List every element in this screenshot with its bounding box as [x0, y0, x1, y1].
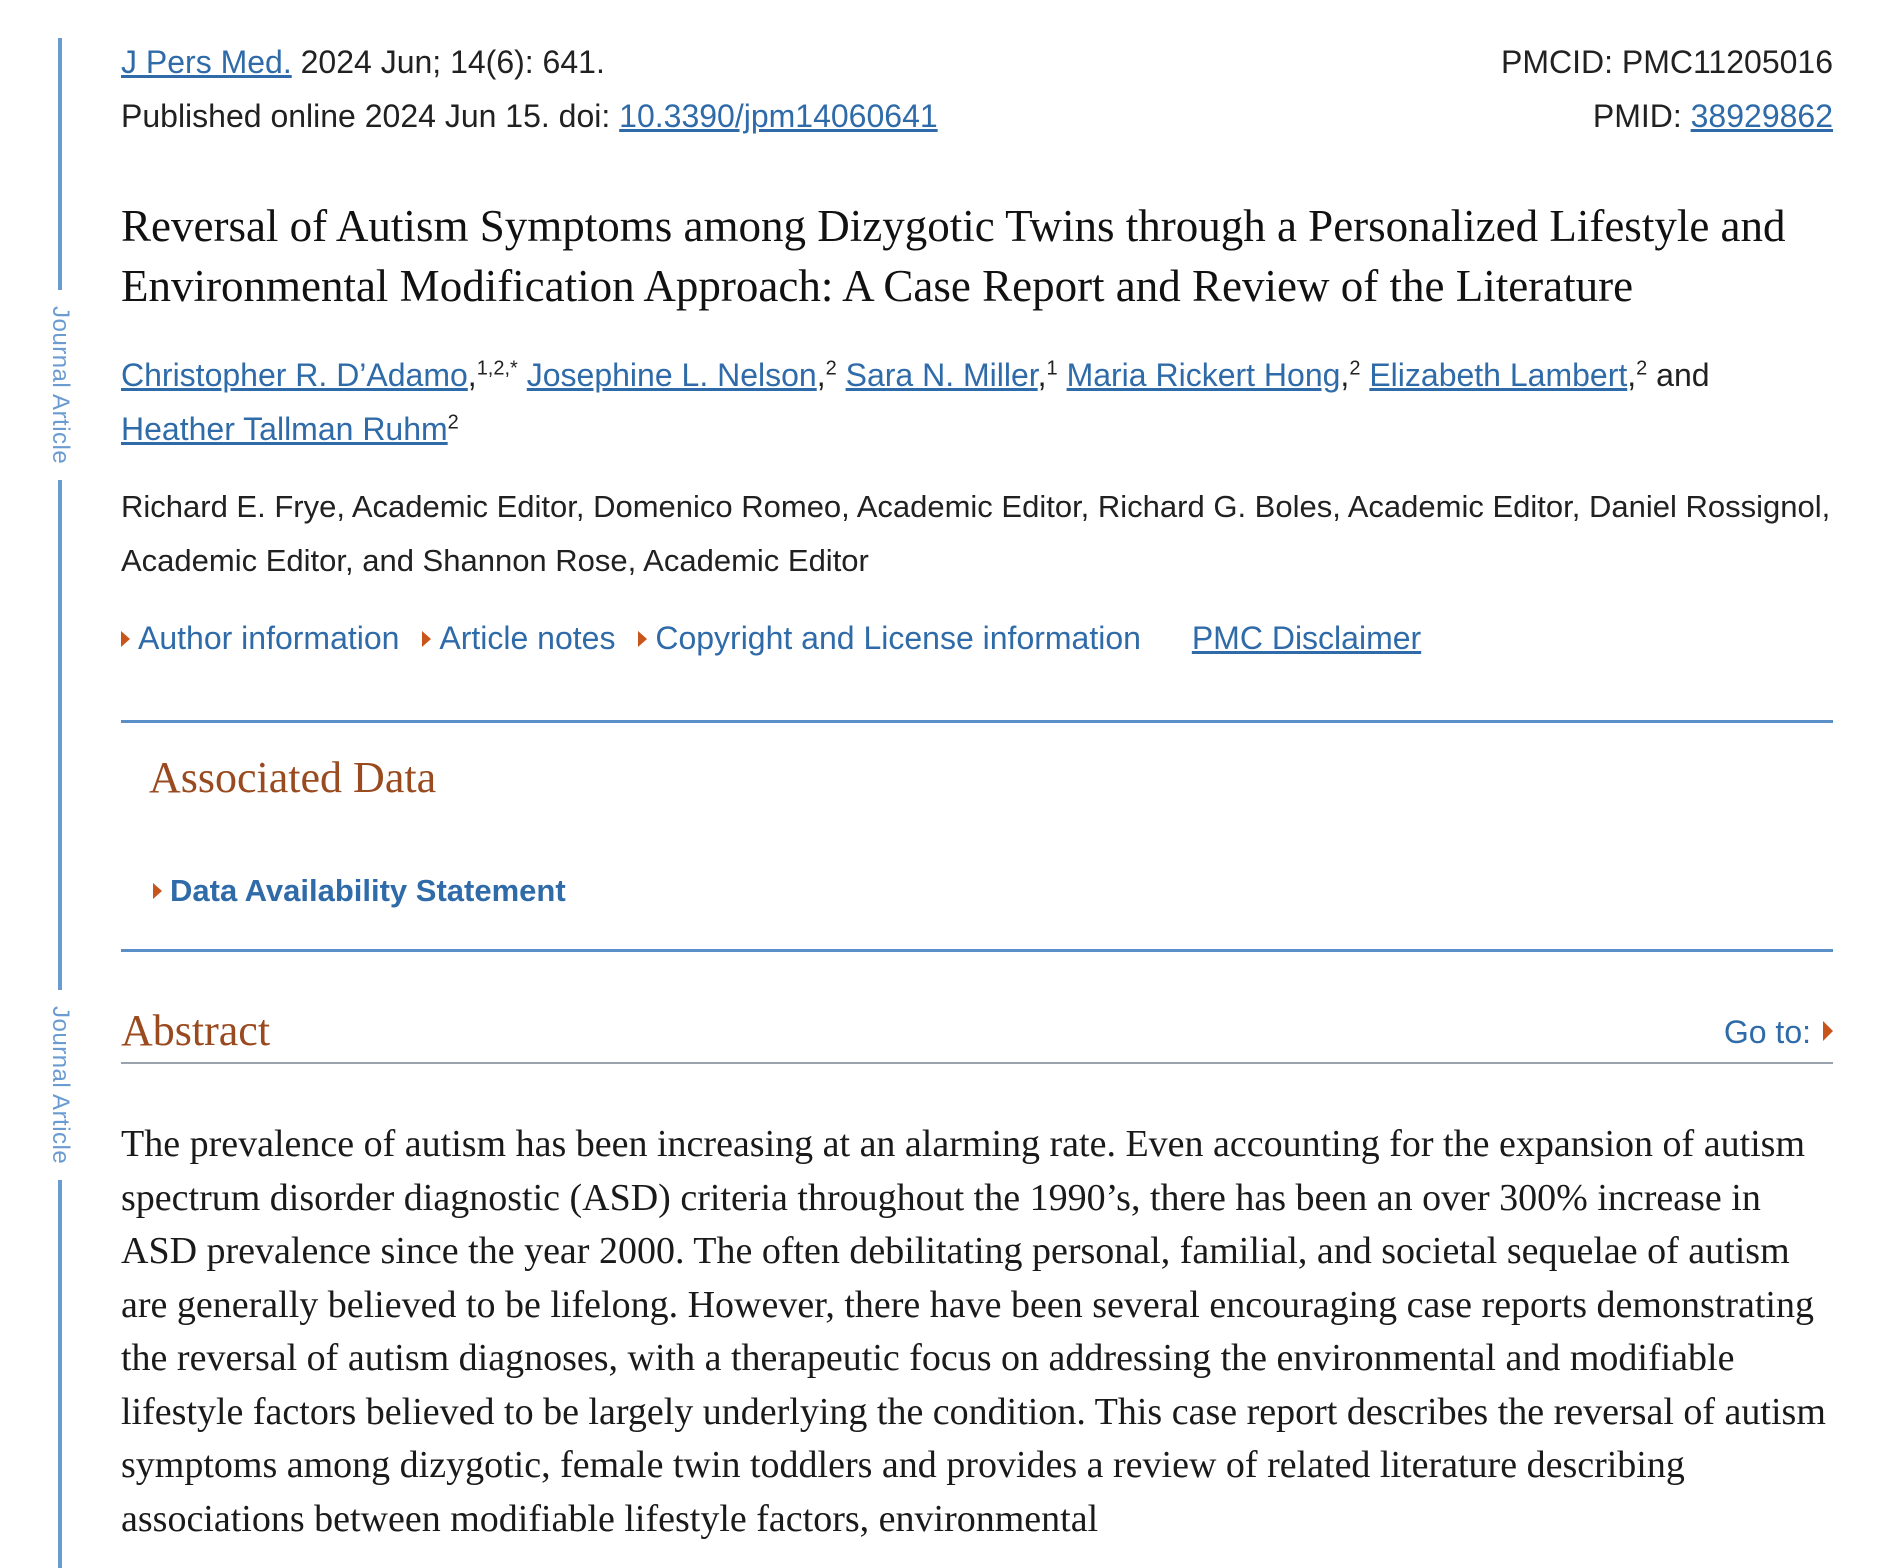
article-info-links — [121, 618, 1421, 658]
journal-link[interactable]: J Pers Med. — [121, 44, 292, 80]
article-notes-toggle[interactable]: Article notes — [422, 620, 615, 656]
associated-data-section — [121, 720, 1833, 952]
author-affiliation: 2 — [1349, 357, 1361, 380]
author-link[interactable]: Heather Tallman Ruhm — [121, 411, 448, 447]
author-affiliation: 1 — [1046, 357, 1058, 380]
published-info: Published online 2024 Jun 15. doi: — [121, 98, 620, 134]
caret-right-icon — [121, 631, 130, 647]
rail-label: Journal Article — [48, 290, 72, 480]
author-link[interactable]: Christopher R. D’Adamo — [121, 357, 468, 393]
pmc-disclaimer-link[interactable]: PMC Disclaimer — [1191, 620, 1422, 656]
abstract-heading: Abstract — [121, 1006, 271, 1055]
copyright-toggle[interactable]: Copyright and License information — [638, 620, 1141, 656]
author-link[interactable]: Sara N. Miller — [845, 357, 1038, 393]
caret-right-icon — [638, 631, 647, 647]
data-availability-toggle[interactable]: Data Availability Statement — [153, 873, 566, 909]
rail-label: Journal Article — [48, 990, 72, 1180]
author-affiliation: 1,2,* — [476, 357, 518, 380]
author-affiliation: 2 — [825, 357, 837, 380]
pmid-link[interactable]: 38929862 — [1690, 98, 1833, 134]
abstract-header — [121, 1000, 1833, 1064]
associated-data-heading: Associated Data — [149, 753, 437, 802]
journal-article-rail — [58, 38, 62, 1568]
caret-right-icon — [422, 631, 431, 647]
goto-menu-button[interactable]: Go to: — [1724, 1014, 1833, 1051]
pmid — [1593, 96, 1833, 136]
pmcid: PMCID: PMC11205016 — [1501, 44, 1833, 80]
editor-list: Richard E. Frye, Academic Editor, Domenico Romeo, Academic Editor, Richard G. Boles, Academic Editor, Daniel Rossignol, Academic Editor, and Shannon Rose, Academic Editor — [121, 489, 1831, 578]
volume-info: 2024 Jun; 14(6): 641. — [291, 44, 605, 80]
abstract-text: The prevalence of autism has been increasing at an alarming rate. Even accounting for the expansion of autism spectrum disorder diagnostic (ASD) criteria throughout the 1990’s, there has been an over 300% increase in ASD prevalence since the year 2000. The often debilitating personal, familial, and societal sequelae of autism are generally believed to be lifelong. However, there have been several encouraging case reports demonstrating the reversal of autism diagnoses, with a therapeutic focus on addressing the environmental and modifiable lifestyle factors believed to be largely underlying the condition. This case report describes the reversal of autism symptoms among dizygotic, female twin toddlers and provides a review of related literature describing associations between modifiable lifestyle factors, environmental — [121, 1123, 1826, 1540]
pmid-label: PMID: — [1592, 98, 1691, 134]
caret-right-icon — [153, 883, 162, 899]
authors-conjunction: and — [1656, 357, 1710, 393]
article-title: Reversal of Autism Symptoms among Dizygotic Twins through a Personalized Lifestyle and Environmental Modification Approach: A Case Report and Review of the Literature — [121, 201, 1786, 311]
author-list: Christopher R. D’Adamo,$^{1,2,*}$ Josephine L. Nelson,$^2$ Sara N. Miller,$^1$ Maria Rickert Hong,$^2$ Elizabeth Lambert,$^2$ and Heather Tallman Ruhm$^2$ — [121, 357, 1710, 447]
published-row — [121, 96, 1833, 136]
author-link[interactable]: Maria Rickert Hong — [1066, 357, 1341, 393]
author-information-toggle[interactable]: Author information — [121, 620, 399, 656]
doi-link[interactable]: 10.3390/jpm14060641 — [619, 98, 938, 134]
caret-right-icon — [1823, 1021, 1833, 1041]
citation-row — [121, 42, 1833, 82]
author-affiliation: 2 — [447, 411, 459, 434]
author-link[interactable]: Josephine L. Nelson — [526, 357, 817, 393]
author-affiliation: 2 — [1636, 357, 1648, 380]
author-link[interactable]: Elizabeth Lambert — [1369, 357, 1628, 393]
